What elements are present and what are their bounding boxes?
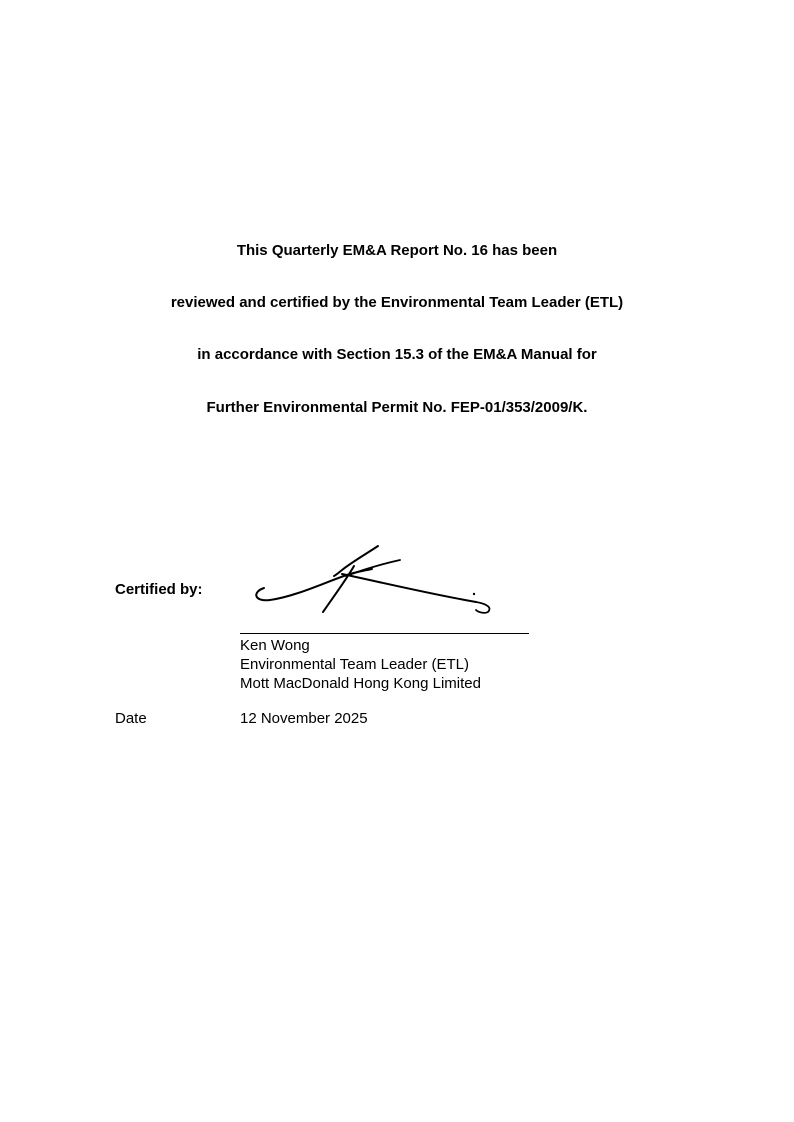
signer-name: Ken Wong [240,637,310,654]
date-value: 12 November 2025 [240,710,368,727]
signer-company: Mott MacDonald Hong Kong Limited [240,675,481,692]
statement-line-3: in accordance with Section 15.3 of the EM&A Manual for [197,346,597,363]
handwritten-signature [250,540,500,620]
signer-title: Environmental Team Leader (ETL) [240,656,469,673]
statement-line-1: This Quarterly EM&A Report No. 16 has been [236,242,558,259]
date-label: Date [115,710,147,727]
signer-details [240,636,481,693]
signature-line [240,633,529,634]
statement-line-4: Further Environmental Permit No. FEP-01/353/2009/K. [206,399,588,416]
certified-by-label: Certified by: [115,581,203,598]
statement-line-2: reviewed and certified by the Environmental Team Leader (ETL) [170,294,624,311]
